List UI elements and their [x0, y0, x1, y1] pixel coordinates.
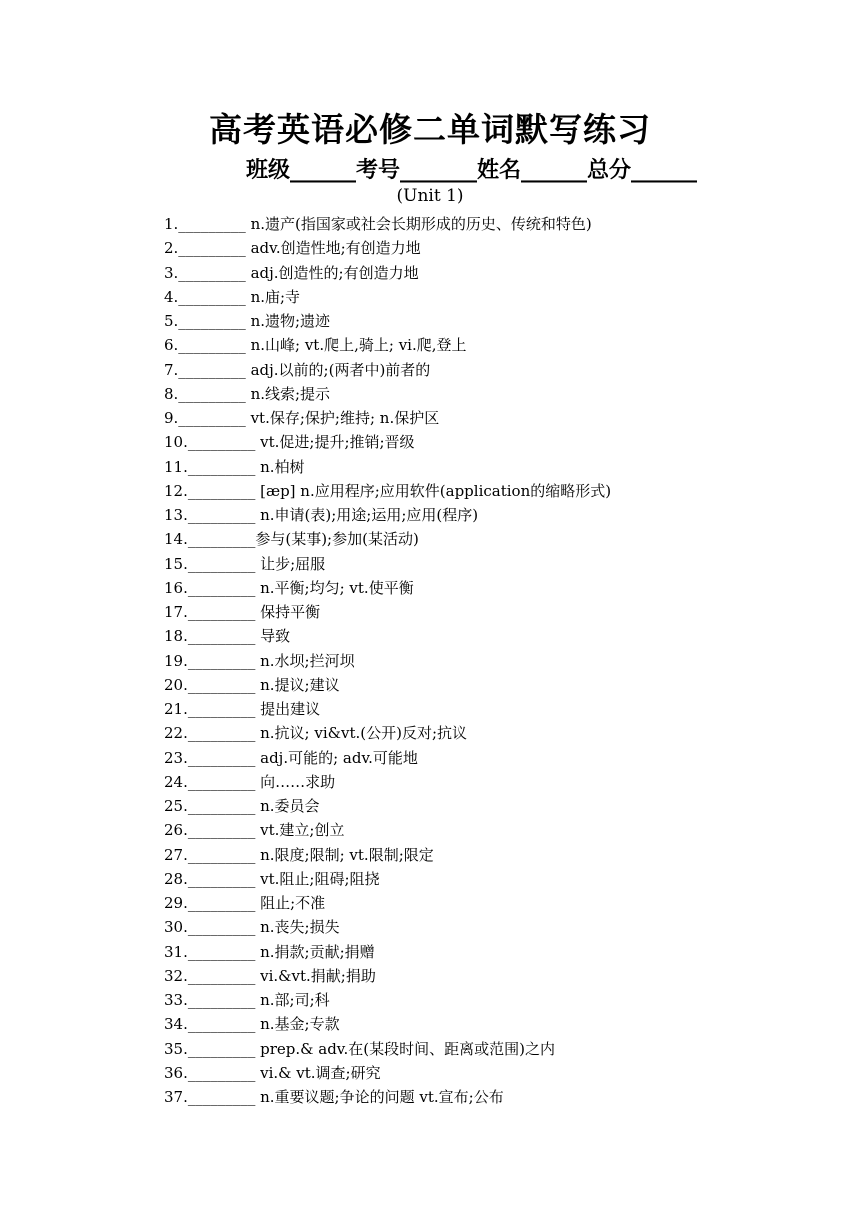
vocabulary-item: 9._________ vt.保存;保护;维持; n.保护区 [164, 409, 440, 427]
vocabulary-item: 21._________ 提出建议 [164, 700, 321, 718]
vocabulary-item: 5._________ n.遗物;遗迹 [164, 312, 331, 330]
vocabulary-item: 11._________ n.柏树 [164, 457, 305, 476]
vocabulary-item: 30._________ n.丧失;损失 [164, 918, 340, 937]
vocabulary-item: 25._________ n.委员会 [164, 797, 320, 815]
vocabulary-item: 23._________ adj.可能的; adv.可能地 [164, 748, 418, 767]
vocabulary-item: 37._________ n.重要议题;争论的问题 vt.宣布;公布 [164, 1088, 504, 1106]
vocabulary-item: 2._________ adv.创造性地;有创造力地 [164, 239, 421, 258]
vocabulary-list [164, 212, 804, 1109]
unit-heading: (Unit 1) [396, 186, 464, 206]
vocabulary-item: 1._________ n.遗产(指国家或社会长期形成的历史、传统和特色) [164, 215, 592, 233]
vocabulary-item: 4._________ n.庙;寺 [164, 287, 301, 306]
vocabulary-item: 24._________ 向……求助 [164, 772, 336, 791]
vocabulary-item: 22._________ n.抗议; vi&vt.(公开)反对;抗议 [164, 724, 468, 743]
vocabulary-item: 33._________ n.部;司;科 [164, 991, 330, 1009]
page-title: 高考英语必修二单词默写练习 [209, 110, 651, 149]
vocabulary-item: 36._________ vi.& vt.调查;研究 [164, 1063, 381, 1082]
vocabulary-item: 12._________ [æp] n.应用程序;应用软件(application的缩略形式) [164, 481, 612, 500]
vocabulary-item: 20._________ n.提议;建议 [164, 675, 340, 694]
vocabulary-item: 8._________ n.线索;提示 [164, 384, 331, 403]
vocabulary-item: 28._________ vt.阻止;阻碍;阻挠 [164, 869, 380, 888]
vocabulary-item: 34._________ n.基金;专款 [164, 1015, 340, 1034]
vocabulary-item: 32._________ vi.&vt.捐献;捐助 [164, 966, 376, 985]
vocabulary-item: 6._________ n.山峰; vt.爬上,骑上; vi.爬,登上 [164, 336, 467, 355]
student-info-line: 班级______考号_______姓名______总分______ [246, 158, 698, 183]
vocabulary-item: 17._________ 保持平衡 [164, 603, 321, 621]
vocabulary-item: 15._________ 让步;屈服 [164, 554, 326, 573]
vocabulary-item: 18._________ 导致 [164, 627, 291, 646]
vocabulary-item: 31._________ n.捐款;贡献;捐赠 [164, 942, 375, 961]
vocabulary-item: 19._________ n.水坝;拦河坝 [164, 651, 355, 670]
vocabulary-item: 29._________ 阻止;不准 [164, 894, 326, 912]
vocabulary-item: 7._________ adj.以前的;(两者中)前者的 [164, 360, 431, 379]
vocabulary-item: 35._________ prep.& adv.在(某段时间、距离或范围)之内 [164, 1039, 555, 1058]
vocabulary-item: 14._________参与(某事);参加(某活动) [164, 530, 419, 549]
vocabulary-item: 16._________ n.平衡;均匀; vt.使平衡 [164, 578, 414, 597]
vocabulary-item: 27._________ n.限度;限制; vt.限制;限定 [164, 845, 434, 864]
vocabulary-item: 3._________ adj.创造性的;有创造力地 [164, 263, 419, 282]
vocabulary-item: 13._________ n.申请(表);用途;运用;应用(程序) [164, 506, 479, 524]
vocabulary-item: 26._________ vt.建立;创立 [164, 821, 345, 840]
vocabulary-item: 10._________ vt.促进;提升;推销;晋级 [164, 433, 415, 452]
